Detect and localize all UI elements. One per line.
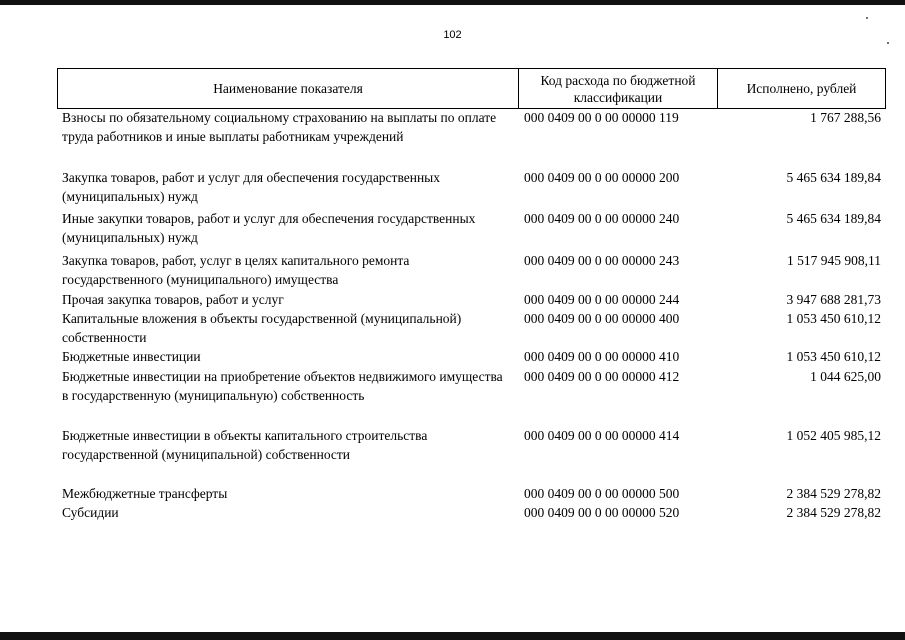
row-name: Взносы по обязательному социальному страхованию на выплаты по оплате труда работников и иные выплаты работникам учреждений: [62, 110, 497, 144]
header-code: Код расхода по бюджетной классификации: [540, 72, 696, 105]
row-code: 000 0409 00 0 00 00000 500: [524, 486, 680, 501]
row-code: 000 0409 00 0 00 00000 119: [524, 110, 679, 125]
header-amount: Исполнено, рублей: [746, 81, 857, 96]
row-name: Капитальные вложения в объекты государственной (муниципальной) собственности: [62, 311, 462, 345]
scan-speck: [866, 17, 868, 19]
row-code: 000 0409 00 0 00 00000 243: [524, 253, 680, 268]
row-name: Закупка товаров, работ и услуг для обеспечения государственных (муниципальных) нужд: [62, 170, 441, 204]
page-number: 102: [443, 29, 462, 41]
row-amount: 2 384 529 278,82: [786, 486, 881, 501]
row-amount: 1 517 945 908,11: [787, 253, 881, 268]
row-name: Прочая закупка товаров, работ и услуг: [62, 292, 284, 307]
row-name: Иные закупки товаров, работ и услуг для обеспечения государственных (муниципальных) нужд: [62, 211, 476, 245]
row-amount: 1 053 450 610,12: [786, 311, 881, 326]
row-name: Закупка товаров, работ, услуг в целях капитального ремонта государственного (муниципального) имущества: [62, 253, 410, 287]
row-name: Бюджетные инвестиции: [62, 349, 201, 364]
header-name: Наименование показателя: [213, 81, 363, 96]
table-header: [57, 68, 886, 109]
row-name: Бюджетные инвестиции в объекты капитального строительства государственной (муниципальной) собственности: [62, 428, 428, 462]
scan-speck: [887, 42, 889, 44]
row-code: 000 0409 00 0 00 00000 414: [524, 428, 680, 443]
row-amount: 5 465 634 189,84: [786, 170, 881, 185]
row-code: 000 0409 00 0 00 00000 400: [524, 311, 680, 326]
row-amount: 2 384 529 278,82: [786, 505, 881, 520]
row-amount: 3 947 688 281,73: [786, 292, 881, 307]
row-code: 000 0409 00 0 00 00000 410: [524, 349, 680, 364]
row-code: 000 0409 00 0 00 00000 244: [524, 292, 680, 307]
row-amount: 5 465 634 189,84: [786, 211, 881, 226]
row-amount: 1 767 288,56: [810, 110, 881, 125]
row-name: Бюджетные инвестиции на приобретение объектов недвижимого имущества в государственную (муниципальную) собственность: [62, 369, 503, 403]
row-amount: 1 052 405 985,12: [786, 428, 881, 443]
row-code: 000 0409 00 0 00 00000 520: [524, 505, 680, 520]
row-code: 000 0409 00 0 00 00000 412: [524, 369, 680, 384]
row-name: Межбюджетные трансферты: [62, 486, 228, 501]
row-code: 000 0409 00 0 00 00000 240: [524, 211, 680, 226]
row-amount: 1 053 450 610,12: [786, 349, 881, 364]
row-name: Субсидии: [62, 505, 119, 520]
scan-bottom-border: [0, 632, 905, 640]
scan-top-border: [0, 0, 905, 5]
row-amount: 1 044 625,00: [810, 369, 881, 384]
row-code: 000 0409 00 0 00 00000 200: [524, 170, 680, 185]
